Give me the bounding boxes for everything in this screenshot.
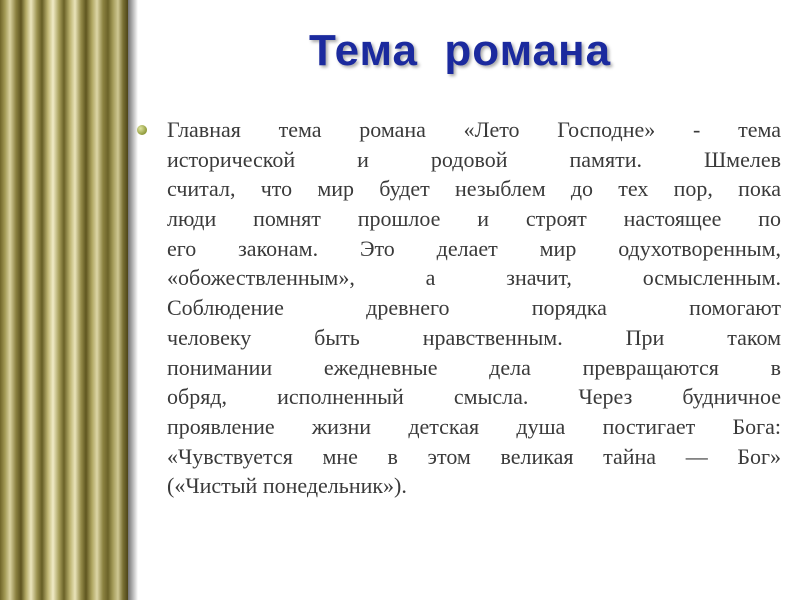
- body-line: исторической и родовой памяти. Шмелев: [167, 146, 781, 172]
- bullet-paragraph: [131, 115, 781, 501]
- body-line: «обожествленным», а значит, осмысленным.: [167, 265, 781, 291]
- body-line: люди помнят прошлое и строят настоящее по: [167, 206, 781, 232]
- body-line: его законам. Это делает мир одухотворенным,: [167, 235, 781, 261]
- body-line: понимании ежедневные дела превращаются в: [167, 354, 781, 380]
- body-line: считал, что мир будет незыблем до тех пор, пока: [167, 176, 781, 202]
- round-bullet-icon: [137, 125, 147, 135]
- body-line: проявление жизни детская душа постигает Бога:: [167, 413, 781, 439]
- body-line: человеку быть нравственным. При таком: [167, 324, 781, 350]
- body-line: «Чувствуется мне в этом великая тайна — Бог»: [167, 443, 781, 469]
- slide-body: [131, 115, 781, 501]
- body-line: («Чистый понедельник»).: [167, 473, 407, 499]
- body-line: обряд, исполненный смысла. Через будничное: [167, 384, 781, 410]
- body-line: Главная тема романа «Лето Господне» - тема: [167, 117, 781, 142]
- golden-pillar-decoration: [0, 0, 128, 600]
- slide-title: Тема романа: [308, 26, 612, 75]
- body-line: Соблюдение древнего порядка помогают: [167, 295, 781, 321]
